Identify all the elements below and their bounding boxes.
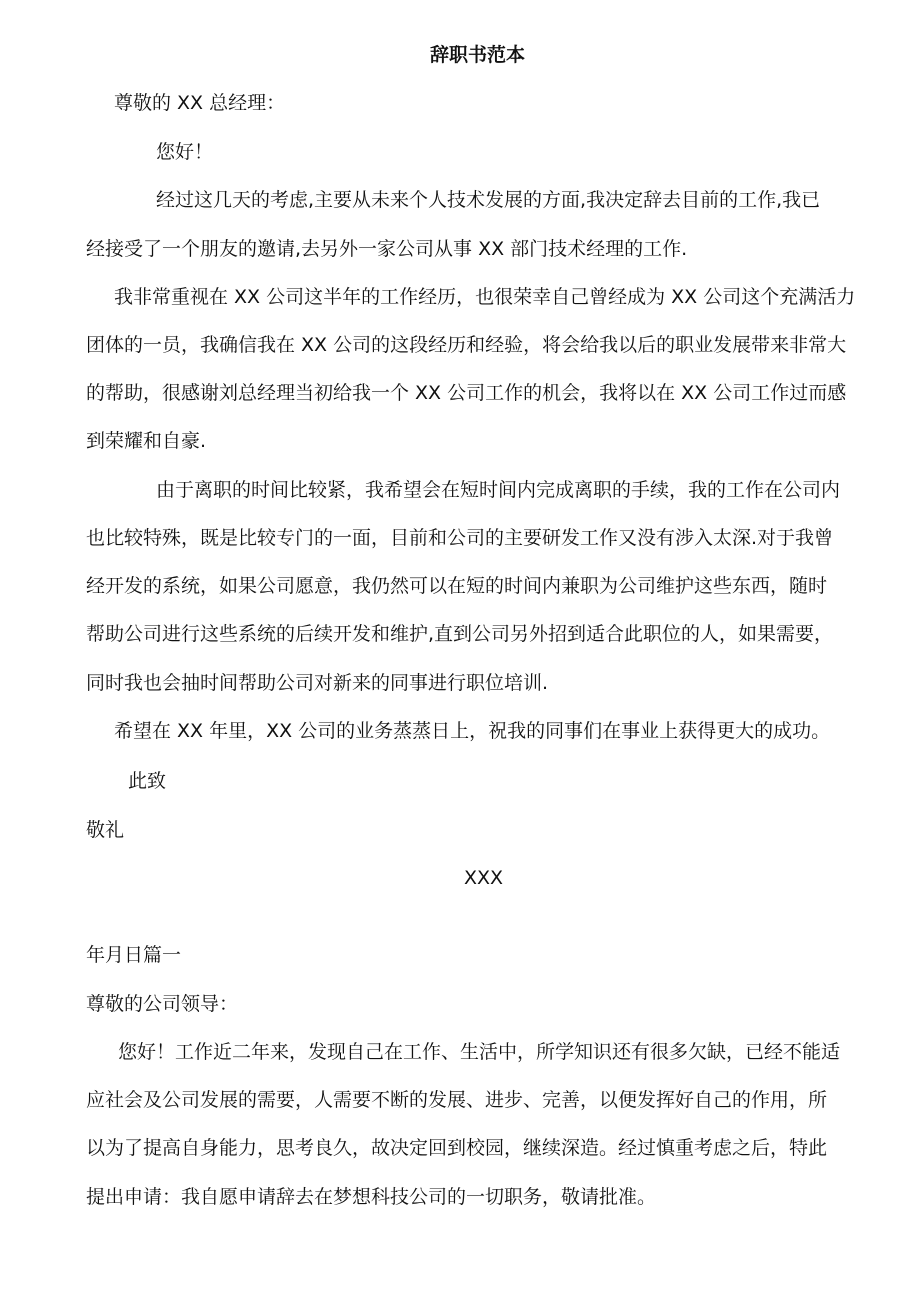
letter1-p3-line5: 同时我也会抽时间帮助公司对新来的同事进行职位培训. <box>86 672 549 694</box>
letter1-p1-line2: 经接受了一个朋友的邀请,去另外一家公司从事 XX 部门技术经理的工作. <box>86 238 688 260</box>
letter1-p2-line3: 的帮助，很感谢刘总经理当初给我一个 XX 公司工作的机会，我将以在 XX 公司工作过而感 <box>86 382 847 404</box>
letter1-p2-line2: 团体的一员，我确信我在 XX 公司的这段经历和经验，将会给我以后的职业发展带来非常大 <box>86 334 847 356</box>
letter1-p3-line2: 也比较特殊，既是比较专门的一面，目前和公司的主要研发工作又没有涉入太深.对于我曾 <box>86 527 834 549</box>
letter1-p3-line3: 经开发的系统，如果公司愿意，我仍然可以在短的时间内兼职为公司维护这些东西，随时 <box>86 575 828 597</box>
letter2-p1-line2: 应社会及公司发展的需要，人需要不断的发展、进步、完善，以便发挥好自己的作用，所 <box>86 1089 828 1111</box>
letter2-p1-line3: 以为了提高自身能力，思考良久，故决定回到校园，继续深造。经过慎重考虑之后，特此 <box>86 1137 828 1159</box>
closing-cizhi: 此致 <box>128 770 167 792</box>
letter1-p3-line1: 由于离职的时间比较紧，我希望会在短时间内完成离职的手续，我的工作在公司内 <box>156 479 841 501</box>
letter2-p1-line1: 您好！工作近二年来，发现自己在工作、生活中，所学知识还有很多欠缺，已经不能适 <box>118 1041 841 1063</box>
letter1-p2-line4: 到荣耀和自豪. <box>86 430 207 452</box>
letter1-p3-line4: 帮助公司进行这些系统的后续开发和维护,直到公司另外招到适合此职位的人，如果需要， <box>86 623 834 645</box>
letter1-p4: 希望在 XX 年里，XX 公司的业务蒸蒸日上，祝我的同事们在事业上获得更大的成功。 <box>114 720 831 742</box>
letter1-p1-line1: 经过这几天的考虑,主要从未来个人技术发展的方面,我决定辞去目前的工作,我已 <box>156 189 821 211</box>
letter2-p1-line4: 提出申请：我自愿申请辞去在梦想科技公司的一切职务，敬请批准。 <box>86 1186 657 1208</box>
letter2-salutation: 尊敬的公司领导： <box>86 993 239 1015</box>
letter1-p2-line1: 我非常重视在 XX 公司这半年的工作经历，也很荣幸自己曾经成为 XX 公司这个充满活力 <box>114 286 856 308</box>
date-line: 年月日篇一 <box>86 944 182 966</box>
signature: XXX <box>464 867 504 889</box>
letter1-greeting: 您好！ <box>156 141 214 163</box>
letter1-salutation: 尊敬的 XX 总经理： <box>114 92 286 114</box>
closing-jingli: 敬礼 <box>86 819 125 841</box>
document-title: 辞职书范本 <box>430 44 526 66</box>
